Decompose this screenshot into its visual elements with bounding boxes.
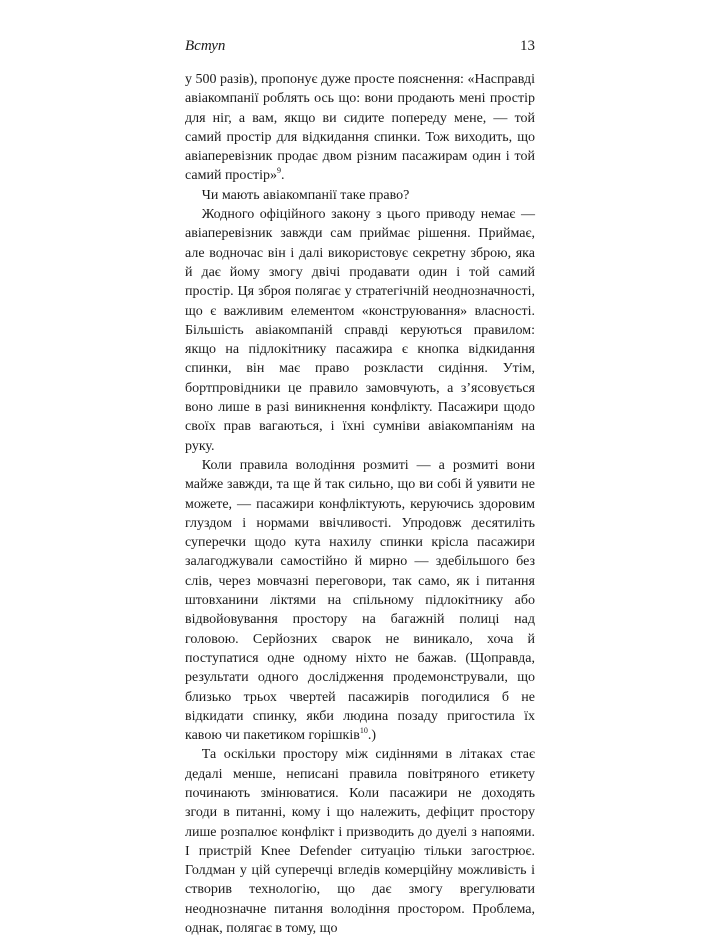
paragraph xyxy=(185,205,535,456)
paragraph xyxy=(185,186,535,205)
paragraph xyxy=(185,456,535,745)
paragraph-text: Жодного офіційного закону з цього приводу немає — авіаперевізник завжди сам приймає рішення. Приймає, але водночас він і далі використовує секретну зброю, яка й дає йому змогу двічі продавати один і той самий простір. Ця зброя полягає у стратегічній неоднозначності, що є важливим елементом «конструювання» власності. Більшість авіакомпаній справді керуються правилом: якщо на підлокітнику пасажира є кнопка відкидання спинки, він має право розкласти сидіння. Утім, бортпровідники це правило замовчують, а з’ясовується воно лише в разі виникнення конфлікту. Пасажири щодо своїх прав вагаються, і їхні сумніви авіакомпаніям на руку. xyxy=(185,207,535,454)
paragraph xyxy=(185,745,535,938)
paragraph-text: Коли правила володіння розмиті — а розмиті вони майже завжди, та ще й так сильно, що ви собі й уявити не можете, — пасажири конфліктують, керуючись здоровим глуздом і нормами ввічливості. Упродовж десятиліть суперечки щодо кута нахилу спинки крісла пасажири залагоджували самостійно й мирно — здебільшого без слів, через мовчазні переговори, так само, як і питання штовханини ліктями на спільному підлокітнику або відвойовування простору на багажній полиці над головою. Серйозних сварок не виникало, хоча й поступатися одне одному ніхто не бажав. (Щоправда, результати одного дослідження продемонстрували, що близько трьох чвертей пасажирів погодилися б не відкидати спинку, якби людина позаду пригостила їх кавою чи пакетиком горішків xyxy=(185,457,535,744)
body-text xyxy=(185,70,535,938)
paragraph xyxy=(185,70,535,186)
page-number: 13 xyxy=(520,38,535,54)
paragraph-text: Та оскільки простору між сидіннями в літаках стає дедалі менше, неписані правила повітряного етикету починають змінюватися. Коли пасажири не доходять згоди в питанні, кому і що належить, дефіцит простору лише розпалює конфлікт і призводить до дуелі з напоями. І пристрій Knee Defender ситуацію тільки загострює. Голдман у цій суперечці вгледів комерційну можливість і створив технологію, що дає змогу врегулювати неоднозначне питання володіння простором. Проблема, однак, полягає в тому, що xyxy=(185,747,535,937)
paragraph-text-end: . xyxy=(281,168,285,184)
paragraph-text: Чи мають авіакомпанії таке право? xyxy=(201,187,410,203)
footnote-marker: 10 xyxy=(359,726,368,736)
footnote-marker: 9 xyxy=(277,166,282,176)
paragraph-text: у 500 разів), пропонує дуже просте пояснення: «Насправді авіакомпанії роблять ось що: вони продають мені простір для ніг, а вам, якщо ви сидите попереду мене, — той самий простір для відкидання спинки. Тож виходить, що авіаперевізник продає двом різним пасажирам один і той самий простір» xyxy=(185,72,535,184)
running-head: Вступ xyxy=(185,38,226,54)
page-header xyxy=(185,38,535,60)
paragraph-text-end: .) xyxy=(367,728,377,744)
